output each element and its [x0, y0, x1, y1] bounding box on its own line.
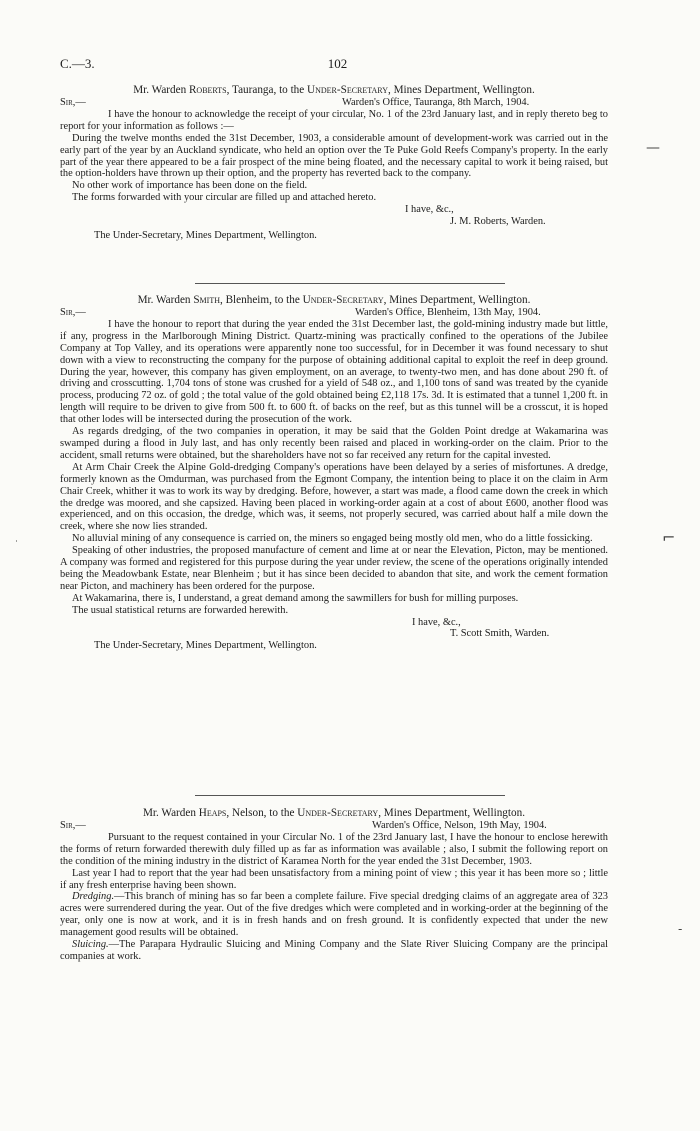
- dredging-label: Dredging.: [72, 891, 115, 903]
- paragraph-sluicing: Sluicing.—The Parapara Hydraulic Sluicing and Mining Company and the Slate River Sluicing Company are the principal companies at work.: [60, 939, 608, 962]
- page-number: 102: [327, 56, 348, 71]
- paragraph: I have the honour to acknowledge the receipt of your circular, No. 1 of the 23rd January last, and in reply thereto beg to report for your information as follows :—: [60, 108, 608, 132]
- closing: I have, &c.,: [412, 616, 461, 628]
- margin-dash-mark: -: [678, 922, 683, 936]
- letter-roberts: [60, 85, 608, 242]
- addressee: The Under-Secretary, Mines Department, Wellington.: [94, 640, 317, 652]
- office-dateline: Warden's Office, Nelson, 19th May, 1904.: [372, 819, 547, 831]
- paragraph: At Arm Chair Creek the Alpine Gold-dredging Company's operations have been delayed by a series of misfortunes. A dredge, formerly known as the Omdurman, was purchased from the Egmont Company, the intention being to place it on the claim in Arm Chair Creek, whither it was to work its way by dredging. Before, however, a start was made, a flood came down the creek in which the dredge was moored, and she capsized. Having been placed in working-order again at a cost of about £600, another flood was experienced, and on this occasion, the dredge, which was, it seems, not properly secured, was carried about half a mile down the creek, where she now lies stranded.: [60, 461, 608, 533]
- margin-check-mark: ⌐: [662, 528, 676, 547]
- signature: J. M. Roberts, Warden.: [450, 216, 546, 228]
- letter-heaps: [60, 808, 608, 963]
- paragraph: As regards dredging, of the two companies in operation, it may be said that the Golden Point dredge at Wakamarina was swamped during a flood in July last, and has only recently been raised and placed in working-order on the claim. Prior to the accident, small returns were obtained, but the shareholders have not so far received any return for the capital invested.: [60, 426, 608, 461]
- section-divider: [195, 283, 505, 284]
- paragraph: At Wakamarina, there is, I understand, a great demand among the sawmillers for bush for milling purposes.: [72, 592, 519, 604]
- paragraph: No other work of importance has been done on the field.: [72, 180, 308, 192]
- letter-heading: Mr. Warden Smith, Blenheim, to the Under-Secretary, Mines Department, Wellington.: [137, 294, 531, 306]
- paragraph: Last year I had to report that the year had been unsatisfactory from a mining point of view ; this year it has been more so ; little if any fresh enterprise having been shown.: [60, 867, 608, 891]
- salutation-row: [60, 820, 608, 832]
- salutation: Sir,—: [60, 96, 86, 108]
- page-header: [60, 56, 615, 72]
- paragraph: Pursuant to the request contained in your Circular No. 1 of the 23rd January last, I have the honour to enclose herewith the forms of return forwarded therewith duly filled up as far as information was available ; also, I submit the following report on the condition of the mining industry in the district of Karamea North for the year ended the 31st December, 1903.: [60, 831, 608, 867]
- margin-tick-mark: ˙: [14, 540, 19, 551]
- letter-heading: Mr. Warden Roberts, Tauranga, to the Under-Secretary, Mines Department, Wellington.: [133, 84, 535, 96]
- paragraph: The forms forwarded with your circular are filled up and attached hereto.: [72, 192, 377, 204]
- paragraph: The usual statistical returns are forwarded herewith.: [72, 604, 289, 616]
- letter-smith: [60, 295, 608, 652]
- sluicing-label: Sluicing.: [72, 939, 109, 951]
- paragraph: During the twelve months ended the 31st December, 1903, a considerable amount of development-work was carried out in the early part of the year by an Auckland syndicate, who held an option over the Te Puke Gold Reefs Company's property. In the early part of the year there appeared to be a fair prospect of the mine being floated, and the necessary capital to work it being raised, but the option-holders have thrown up their option, and the property has reverted back to the company.: [60, 132, 608, 180]
- report-reference: C.—3.: [60, 56, 95, 71]
- office-dateline: Warden's Office, Blenheim, 13th May, 1904.: [355, 306, 541, 318]
- addressee: The Under-Secretary, Mines Department, Wellington.: [94, 229, 317, 241]
- signature: T. Scott Smith, Warden.: [450, 628, 550, 640]
- salutation-row: [60, 307, 608, 319]
- closing: I have, &c.,: [405, 204, 454, 216]
- salutation: Sir,—: [60, 306, 86, 318]
- salutation-row: [60, 97, 608, 109]
- paragraph: I have the honour to report that during the year ended the 31st December last, the gold-mining industry made but little, if any, progress in the Marlborough Mining District. Quartz-mining was practically confined to the operations of the Jubilee Company at Top Valley, and its operations were apparently none too successful, for in December it was found necessary to shut down with a view to reconstructing the company for the purpose of obtaining additional capital to exploit the reef in deep ground. During the year, however, this company has given employment, on an average, to twenty-two men, and has done about 290 ft. of driving and crosscutting. 1,704 tons of stone was crushed for a yield of 548 oz., and 1,100 tons of sand was treated by the cyanide process, producing 72 oz. of gold ; the total value of the gold obtained being £2,118 17s. 3d. It is estimated that a tunnel 1,200 ft. in length will require to be driven to give from 500 ft. to 600 ft. of backs on the reef, but as this tunnel will be a crosscut, it is hoped that other lodes will be intersected during the prosecution of the work.: [60, 318, 608, 426]
- margin-dash-mark: —: [646, 140, 660, 156]
- section-divider: [195, 795, 505, 796]
- salutation: Sir,—: [60, 819, 86, 831]
- letter-heading: Mr. Warden Heaps, Nelson, to the Under-Secretary, Mines Department, Wellington.: [142, 807, 525, 819]
- paragraph: Speaking of other industries, the proposed manufacture of cement and lime at or near the Elevation, Picton, may be mentioned. A company was formed and registered for this purpose during the year under review, the scene of the operations originally intended being the Meadowbank Estate, near Blenheim ; but it has since been decided to abandon that site, and work the cement formation near Picton, and machinery has been ordered for the purpose.: [60, 545, 608, 592]
- office-dateline: Warden's Office, Tauranga, 8th March, 1904.: [342, 96, 530, 108]
- paragraph: No alluvial mining of any consequence is carried on, the miners so engaged being mostly old men, who do a little fossicking.: [72, 533, 593, 545]
- paragraph-dredging: Dredging.—This branch of mining has so far been a complete failure. Five special dredging claims of an aggregate area of 323 acres were surrendered during the year. Out of the five dredges which were completed and in working-order at the beginning of the year, only one is now at work, and it is in fresh hands and on fresh ground. It is confidently expected that under the new management good results will be obtained.: [60, 891, 608, 939]
